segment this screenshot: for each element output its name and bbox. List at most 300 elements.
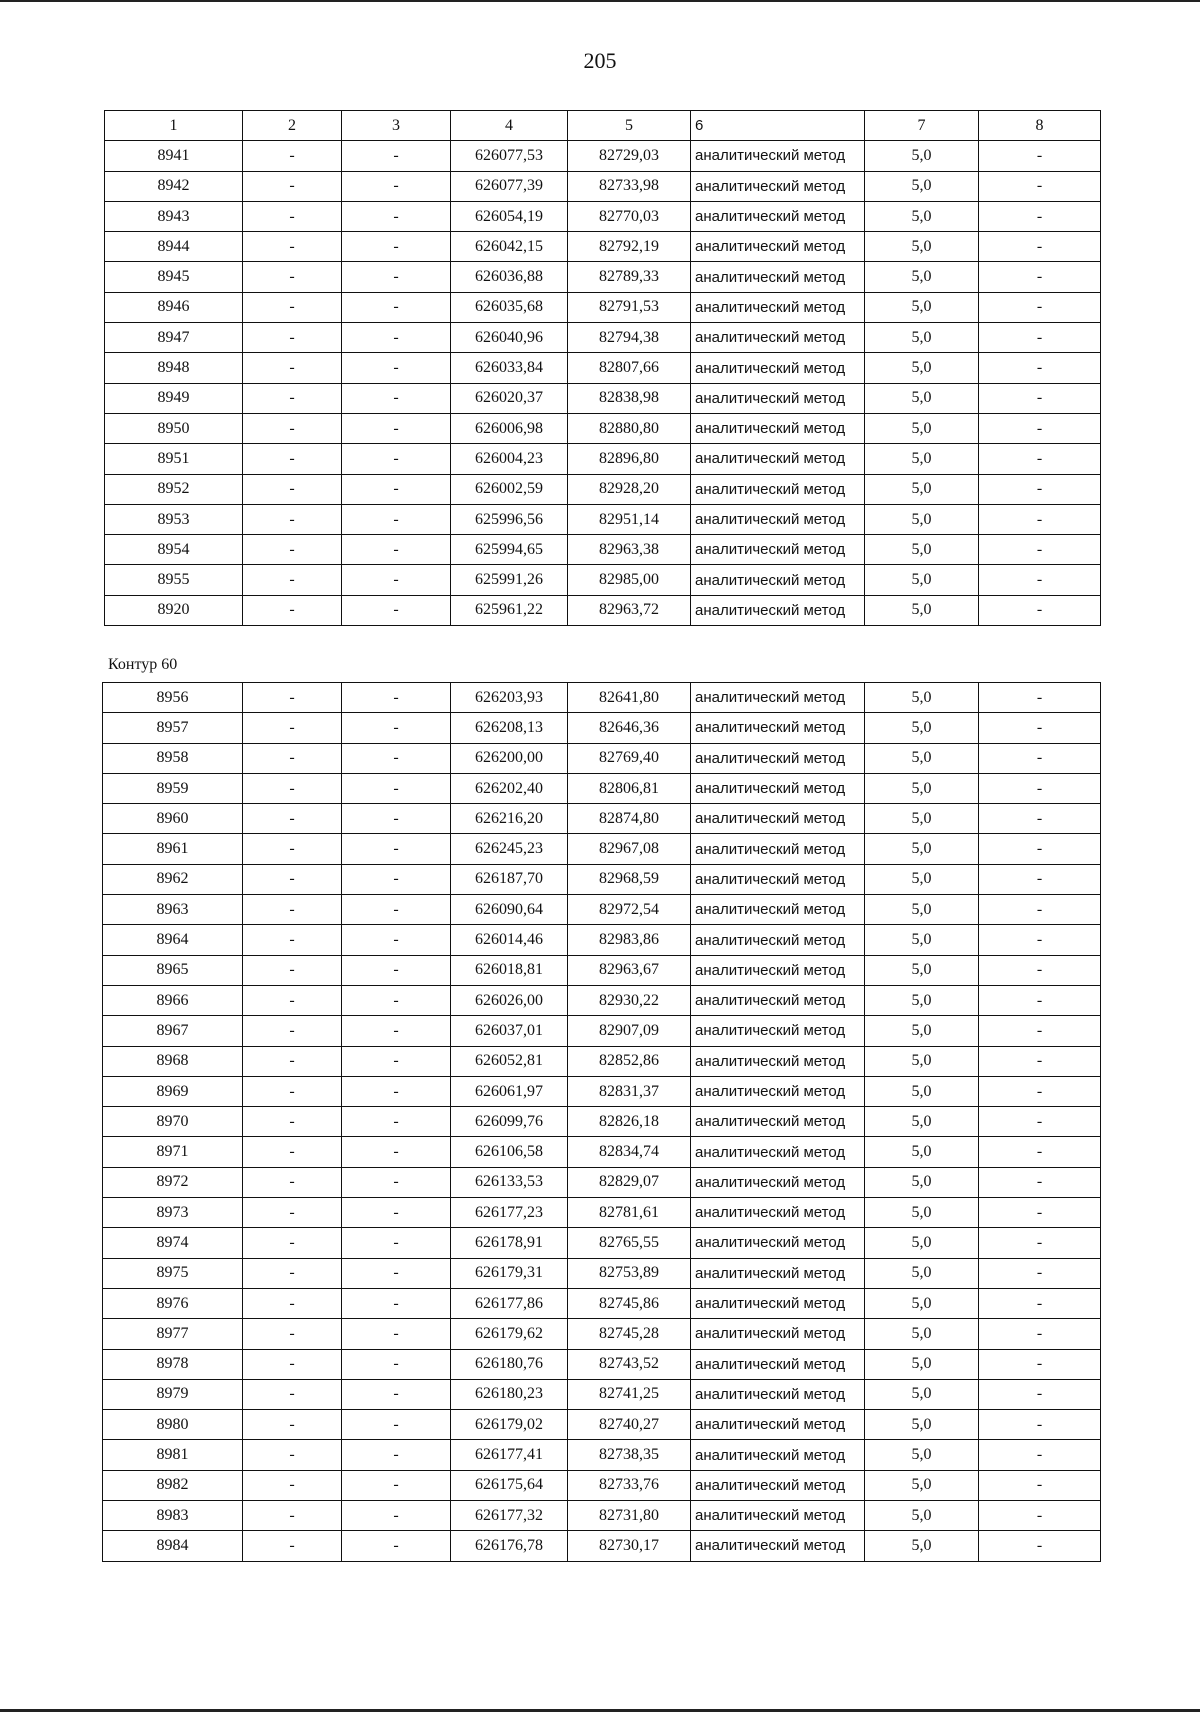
- cell-col-2: -: [243, 323, 342, 353]
- cell-col-6: аналитический метод: [691, 595, 865, 625]
- cell-col-2: -: [243, 1258, 342, 1288]
- cell-col-6: аналитический метод: [691, 565, 865, 595]
- cell-col-5: 82838,98: [568, 383, 691, 413]
- cell-col-4: 626077,39: [451, 171, 568, 201]
- cell-col-3: -: [342, 1076, 451, 1106]
- cell-col-4: 626216,20: [451, 804, 568, 834]
- cell-col-8: -: [979, 353, 1101, 383]
- cell-col-8: 8: [979, 111, 1101, 141]
- table-row: [105, 141, 1101, 171]
- cell-col-4: 626035,68: [451, 292, 568, 322]
- table-row: [103, 864, 1101, 894]
- table-row: [103, 804, 1101, 834]
- table-row: [103, 1440, 1101, 1470]
- cell-col-1: 8958: [103, 743, 243, 773]
- cell-col-8: -: [979, 1198, 1101, 1228]
- cell-col-8: -: [979, 413, 1101, 443]
- cell-col-6: аналитический метод: [691, 1137, 865, 1167]
- cell-col-2: -: [243, 1228, 342, 1258]
- cell-col-6: аналитический метод: [691, 444, 865, 474]
- cell-col-4: 626006,98: [451, 413, 568, 443]
- cell-col-6: аналитический метод: [691, 1016, 865, 1046]
- cell-col-2: -: [243, 474, 342, 504]
- cell-col-5: 82972,54: [568, 895, 691, 925]
- cell-col-8: -: [979, 504, 1101, 534]
- table-row: [105, 535, 1101, 565]
- cell-col-1: 8966: [103, 985, 243, 1015]
- cell-col-3: -: [342, 1107, 451, 1137]
- cell-col-8: -: [979, 985, 1101, 1015]
- cell-col-8: -: [979, 1167, 1101, 1197]
- table-row: [103, 1107, 1101, 1137]
- cell-col-4: 625991,26: [451, 565, 568, 595]
- cell-col-5: 82807,66: [568, 353, 691, 383]
- table-row: [103, 834, 1101, 864]
- cell-col-3: -: [342, 804, 451, 834]
- cell-col-8: -: [979, 444, 1101, 474]
- cell-col-1: 8959: [103, 773, 243, 803]
- cell-col-5: 82831,37: [568, 1076, 691, 1106]
- cell-col-8: -: [979, 323, 1101, 353]
- cell-col-6: аналитический метод: [691, 1410, 865, 1440]
- cell-col-4: 626106,58: [451, 1137, 568, 1167]
- cell-col-5: 82826,18: [568, 1107, 691, 1137]
- cell-col-5: 82781,61: [568, 1198, 691, 1228]
- table-row: [103, 1167, 1101, 1197]
- table-row: [103, 1258, 1101, 1288]
- cell-col-3: -: [342, 1137, 451, 1167]
- cell-col-3: -: [342, 985, 451, 1015]
- cell-col-3: -: [342, 1319, 451, 1349]
- cell-col-7: 5,0: [865, 504, 979, 534]
- cell-col-6: аналитический метод: [691, 171, 865, 201]
- cell-col-7: 5,0: [865, 141, 979, 171]
- cell-col-8: -: [979, 383, 1101, 413]
- cell-col-5: 82963,72: [568, 595, 691, 625]
- cell-col-5: 82740,27: [568, 1410, 691, 1440]
- cell-col-8: -: [979, 895, 1101, 925]
- cell-col-5: 82753,89: [568, 1258, 691, 1288]
- cell-col-7: 5,0: [865, 1137, 979, 1167]
- cell-col-1: 8946: [105, 292, 243, 322]
- cell-col-8: -: [979, 1137, 1101, 1167]
- cell-col-1: 8968: [103, 1046, 243, 1076]
- contour-label: Контур 60: [108, 656, 178, 673]
- cell-col-7: 5,0: [865, 1198, 979, 1228]
- cell-col-3: -: [342, 1349, 451, 1379]
- cell-col-8: -: [979, 232, 1101, 262]
- scan-edge-top: [0, 0, 1200, 2]
- cell-col-4: 626036,88: [451, 262, 568, 292]
- cell-col-8: -: [979, 262, 1101, 292]
- cell-col-5: 82985,00: [568, 565, 691, 595]
- cell-col-3: -: [342, 262, 451, 292]
- cell-col-8: -: [979, 141, 1101, 171]
- cell-col-1: 8951: [105, 444, 243, 474]
- cell-col-5: 82907,09: [568, 1016, 691, 1046]
- cell-col-8: -: [979, 1410, 1101, 1440]
- cell-col-6: аналитический метод: [691, 1107, 865, 1137]
- cell-col-1: 8982: [103, 1470, 243, 1500]
- cell-col-6: аналитический метод: [691, 1288, 865, 1318]
- cell-col-3: -: [342, 1379, 451, 1409]
- cell-col-7: 5,0: [865, 955, 979, 985]
- cell-col-6: аналитический метод: [691, 773, 865, 803]
- cell-col-1: 8947: [105, 323, 243, 353]
- cell-col-4: 626037,01: [451, 1016, 568, 1046]
- cell-col-4: 626175,64: [451, 1470, 568, 1500]
- cell-col-8: -: [979, 834, 1101, 864]
- cell-col-7: 5,0: [865, 292, 979, 322]
- cell-col-7: 5,0: [865, 1319, 979, 1349]
- cell-col-2: -: [243, 1379, 342, 1409]
- cell-col-3: -: [342, 895, 451, 925]
- cell-col-3: -: [342, 713, 451, 743]
- cell-col-6: аналитический метод: [691, 201, 865, 231]
- cell-col-1: 8967: [103, 1016, 243, 1046]
- cell-col-3: -: [342, 1410, 451, 1440]
- cell-col-2: -: [243, 292, 342, 322]
- cell-col-7: 5,0: [865, 1531, 979, 1561]
- cell-col-4: 626099,76: [451, 1107, 568, 1137]
- cell-col-5: 82641,80: [568, 683, 691, 713]
- table-row: [103, 713, 1101, 743]
- cell-col-7: 5,0: [865, 985, 979, 1015]
- cell-col-4: 626200,00: [451, 743, 568, 773]
- cell-col-4: 626245,23: [451, 834, 568, 864]
- cell-col-7: 7: [865, 111, 979, 141]
- cell-col-2: -: [243, 1107, 342, 1137]
- cell-col-8: -: [979, 1046, 1101, 1076]
- cell-col-4: 626004,23: [451, 444, 568, 474]
- cell-col-6: аналитический метод: [691, 1319, 865, 1349]
- cell-col-4: 625996,56: [451, 504, 568, 534]
- cell-col-1: 8980: [103, 1410, 243, 1440]
- cell-col-7: 5,0: [865, 595, 979, 625]
- cell-col-6: аналитический метод: [691, 1379, 865, 1409]
- cell-col-8: -: [979, 535, 1101, 565]
- cell-col-6: аналитический метод: [691, 683, 865, 713]
- cell-col-5: 82963,67: [568, 955, 691, 985]
- cell-col-3: -: [342, 1501, 451, 1531]
- cell-col-2: -: [243, 595, 342, 625]
- cell-col-2: -: [243, 1076, 342, 1106]
- cell-col-7: 5,0: [865, 232, 979, 262]
- cell-col-8: -: [979, 1319, 1101, 1349]
- cell-col-4: 626187,70: [451, 864, 568, 894]
- cell-col-2: -: [243, 1046, 342, 1076]
- cell-col-8: -: [979, 1531, 1101, 1561]
- cell-col-3: -: [342, 864, 451, 894]
- cell-col-5: 82789,33: [568, 262, 691, 292]
- cell-col-1: 8952: [105, 474, 243, 504]
- cell-col-1: 8973: [103, 1198, 243, 1228]
- cell-col-2: -: [243, 804, 342, 834]
- cell-col-2: -: [243, 504, 342, 534]
- cell-col-7: 5,0: [865, 1258, 979, 1288]
- cell-col-5: 82741,25: [568, 1379, 691, 1409]
- cell-col-7: 5,0: [865, 1288, 979, 1318]
- cell-col-4: 4: [451, 111, 568, 141]
- cell-col-1: 8978: [103, 1349, 243, 1379]
- cell-col-1: 8972: [103, 1167, 243, 1197]
- cell-col-4: 626042,15: [451, 232, 568, 262]
- table-row: [103, 1016, 1101, 1046]
- cell-col-7: 5,0: [865, 1107, 979, 1137]
- cell-col-8: -: [979, 292, 1101, 322]
- cell-col-5: 82874,80: [568, 804, 691, 834]
- cell-col-7: 5,0: [865, 171, 979, 201]
- cell-col-5: 82733,76: [568, 1470, 691, 1500]
- cell-col-5: 82738,35: [568, 1440, 691, 1470]
- cell-col-8: -: [979, 925, 1101, 955]
- cell-col-8: -: [979, 1440, 1101, 1470]
- cell-col-1: 8950: [105, 413, 243, 443]
- cell-col-3: -: [342, 1531, 451, 1561]
- cell-col-5: 82834,74: [568, 1137, 691, 1167]
- cell-col-2: -: [243, 1440, 342, 1470]
- cell-col-6: аналитический метод: [691, 925, 865, 955]
- cell-col-4: 626177,23: [451, 1198, 568, 1228]
- table-row: [103, 1198, 1101, 1228]
- table-row: [103, 895, 1101, 925]
- cell-col-4: 626180,23: [451, 1379, 568, 1409]
- cell-col-2: -: [243, 1137, 342, 1167]
- cell-col-6: аналитический метод: [691, 535, 865, 565]
- cell-col-6: аналитический метод: [691, 1076, 865, 1106]
- cell-col-6: аналитический метод: [691, 1046, 865, 1076]
- cell-col-7: 5,0: [865, 474, 979, 504]
- cell-col-7: 5,0: [865, 1167, 979, 1197]
- cell-col-7: 5,0: [865, 834, 979, 864]
- cell-col-3: -: [342, 171, 451, 201]
- cell-col-6: аналитический метод: [691, 1501, 865, 1531]
- cell-col-3: -: [342, 383, 451, 413]
- cell-col-8: -: [979, 955, 1101, 985]
- cell-col-3: -: [342, 1198, 451, 1228]
- cell-col-3: -: [342, 743, 451, 773]
- cell-col-8: -: [979, 595, 1101, 625]
- table-row: [105, 474, 1101, 504]
- cell-col-5: 5: [568, 111, 691, 141]
- cell-col-2: -: [243, 773, 342, 803]
- cell-col-1: 8945: [105, 262, 243, 292]
- cell-col-7: 5,0: [865, 353, 979, 383]
- cell-col-8: -: [979, 1470, 1101, 1500]
- table-row: [103, 1076, 1101, 1106]
- cell-col-7: 5,0: [865, 773, 979, 803]
- cell-col-5: 82729,03: [568, 141, 691, 171]
- cell-col-3: -: [342, 292, 451, 322]
- cell-col-7: 5,0: [865, 683, 979, 713]
- cell-col-2: -: [243, 683, 342, 713]
- cell-col-3: -: [342, 1016, 451, 1046]
- cell-col-6: аналитический метод: [691, 1470, 865, 1500]
- cell-col-5: 82769,40: [568, 743, 691, 773]
- cell-col-4: 626203,93: [451, 683, 568, 713]
- cell-col-6: аналитический метод: [691, 895, 865, 925]
- cell-col-7: 5,0: [865, 1046, 979, 1076]
- cell-col-7: 5,0: [865, 1440, 979, 1470]
- cell-col-7: 5,0: [865, 413, 979, 443]
- cell-col-3: -: [342, 413, 451, 443]
- cell-col-1: 8942: [105, 171, 243, 201]
- table-row: [105, 565, 1101, 595]
- cell-col-5: 82951,14: [568, 504, 691, 534]
- cell-col-8: -: [979, 864, 1101, 894]
- cell-col-4: 626177,32: [451, 1501, 568, 1531]
- cell-col-1: 8941: [105, 141, 243, 171]
- cell-col-2: -: [243, 535, 342, 565]
- cell-col-1: 8956: [103, 683, 243, 713]
- cell-col-5: 82791,53: [568, 292, 691, 322]
- table-row: [105, 262, 1101, 292]
- cell-col-1: 8963: [103, 895, 243, 925]
- cell-col-2: -: [243, 1167, 342, 1197]
- cell-col-6: 6: [691, 111, 865, 141]
- table-row: [103, 683, 1101, 713]
- cell-col-4: 626176,78: [451, 1531, 568, 1561]
- cell-col-2: -: [243, 834, 342, 864]
- cell-col-5: 82852,86: [568, 1046, 691, 1076]
- cell-col-6: аналитический метод: [691, 1198, 865, 1228]
- table-row: [105, 444, 1101, 474]
- cell-col-6: аналитический метод: [691, 292, 865, 322]
- cell-col-7: 5,0: [865, 1410, 979, 1440]
- cell-col-8: -: [979, 743, 1101, 773]
- table-row: [105, 413, 1101, 443]
- cell-col-5: 82968,59: [568, 864, 691, 894]
- cell-col-2: -: [243, 383, 342, 413]
- cell-col-1: 8971: [103, 1137, 243, 1167]
- cell-col-8: -: [979, 1016, 1101, 1046]
- cell-col-2: -: [243, 1349, 342, 1379]
- cell-col-7: 5,0: [865, 864, 979, 894]
- cell-col-4: 626061,97: [451, 1076, 568, 1106]
- cell-col-5: 82829,07: [568, 1167, 691, 1197]
- cell-col-6: аналитический метод: [691, 1228, 865, 1258]
- cell-col-2: -: [243, 444, 342, 474]
- cell-col-5: 82733,98: [568, 171, 691, 201]
- table-row: [105, 292, 1101, 322]
- cell-col-4: 626018,81: [451, 955, 568, 985]
- cell-col-8: -: [979, 713, 1101, 743]
- contour-60-table: [102, 682, 1101, 1562]
- cell-col-1: 8964: [103, 925, 243, 955]
- cell-col-4: 626077,53: [451, 141, 568, 171]
- cell-col-1: 8948: [105, 353, 243, 383]
- cell-col-2: -: [243, 141, 342, 171]
- cell-col-6: аналитический метод: [691, 504, 865, 534]
- cell-col-8: -: [979, 1107, 1101, 1137]
- cell-col-1: 8977: [103, 1319, 243, 1349]
- cell-col-1: 8955: [105, 565, 243, 595]
- cell-col-4: 626054,19: [451, 201, 568, 231]
- table-row: [105, 504, 1101, 534]
- cell-col-2: -: [243, 713, 342, 743]
- cell-col-5: 82896,80: [568, 444, 691, 474]
- cell-col-8: -: [979, 1379, 1101, 1409]
- cell-col-3: -: [342, 1440, 451, 1470]
- cell-col-5: 82745,28: [568, 1319, 691, 1349]
- cell-col-7: 5,0: [865, 1349, 979, 1379]
- cell-col-5: 82806,81: [568, 773, 691, 803]
- cell-col-1: 8984: [103, 1531, 243, 1561]
- cell-col-2: -: [243, 925, 342, 955]
- cell-col-5: 82880,80: [568, 413, 691, 443]
- cell-col-2: -: [243, 1470, 342, 1500]
- cell-col-7: 5,0: [865, 1379, 979, 1409]
- cell-col-5: 82983,86: [568, 925, 691, 955]
- table-row: [103, 1137, 1101, 1167]
- cell-col-3: -: [342, 504, 451, 534]
- cell-col-6: аналитический метод: [691, 955, 865, 985]
- cell-col-1: 8943: [105, 201, 243, 231]
- cell-col-3: -: [342, 1167, 451, 1197]
- cell-col-8: -: [979, 1076, 1101, 1106]
- cell-col-5: 82928,20: [568, 474, 691, 504]
- cell-col-3: -: [342, 834, 451, 864]
- cell-col-1: 8970: [103, 1107, 243, 1137]
- cell-col-8: -: [979, 1501, 1101, 1531]
- table-row: [105, 353, 1101, 383]
- cell-col-1: 8953: [105, 504, 243, 534]
- cell-col-6: аналитический метод: [691, 232, 865, 262]
- cell-col-5: 82743,52: [568, 1349, 691, 1379]
- table-row: [103, 773, 1101, 803]
- cell-col-3: -: [342, 925, 451, 955]
- cell-col-3: -: [342, 232, 451, 262]
- cell-col-4: 626177,86: [451, 1288, 568, 1318]
- cell-col-3: -: [342, 141, 451, 171]
- cell-col-1: 8944: [105, 232, 243, 262]
- cell-col-1: 8957: [103, 713, 243, 743]
- cell-col-6: аналитический метод: [691, 1167, 865, 1197]
- table-row: [105, 383, 1101, 413]
- cell-col-1: 8975: [103, 1258, 243, 1288]
- cell-col-7: 5,0: [865, 804, 979, 834]
- cell-col-7: 5,0: [865, 1470, 979, 1500]
- cell-col-6: аналитический метод: [691, 141, 865, 171]
- cell-col-1: 8920: [105, 595, 243, 625]
- cell-col-4: 626177,41: [451, 1440, 568, 1470]
- cell-col-5: 82930,22: [568, 985, 691, 1015]
- cell-col-4: 625961,22: [451, 595, 568, 625]
- cell-col-2: -: [243, 955, 342, 985]
- cell-col-4: 626040,96: [451, 323, 568, 353]
- cell-col-3: -: [342, 1258, 451, 1288]
- table-row: [105, 171, 1101, 201]
- cell-col-6: аналитический метод: [691, 804, 865, 834]
- cell-col-5: 82745,86: [568, 1288, 691, 1318]
- cell-col-2: -: [243, 262, 342, 292]
- cell-col-7: 5,0: [865, 1501, 979, 1531]
- cell-col-5: 82792,19: [568, 232, 691, 262]
- cell-col-3: -: [342, 323, 451, 353]
- table-row: [103, 1228, 1101, 1258]
- table-row: [103, 1349, 1101, 1379]
- cell-col-8: -: [979, 565, 1101, 595]
- cell-col-4: 626208,13: [451, 713, 568, 743]
- cell-col-2: -: [243, 232, 342, 262]
- cell-col-7: 5,0: [865, 323, 979, 353]
- cell-col-4: 626014,46: [451, 925, 568, 955]
- cell-col-1: 8969: [103, 1076, 243, 1106]
- cell-col-3: -: [342, 1470, 451, 1500]
- cell-col-4: 625994,65: [451, 535, 568, 565]
- cell-col-6: аналитический метод: [691, 413, 865, 443]
- table-row: [103, 1501, 1101, 1531]
